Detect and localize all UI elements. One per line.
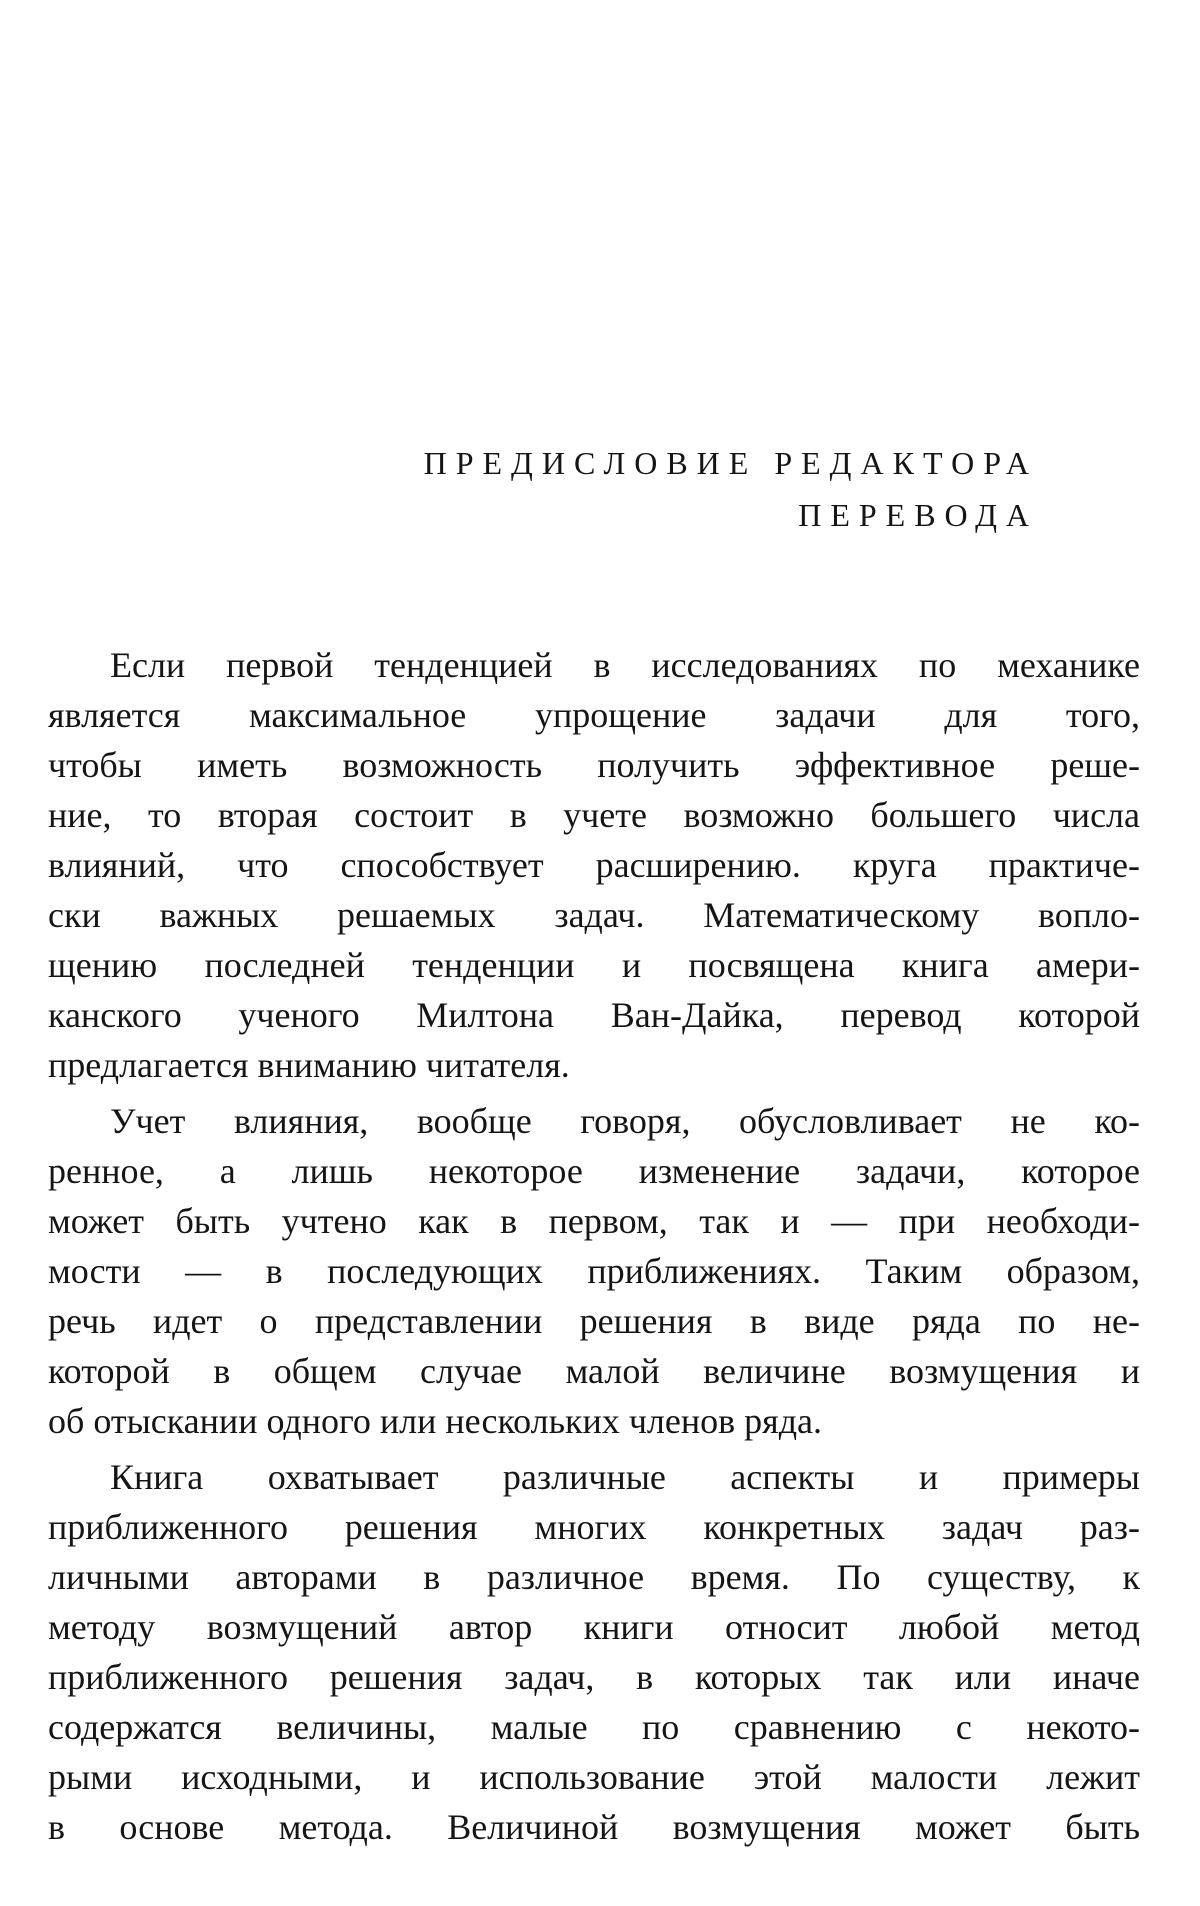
body-text xyxy=(48,640,1140,1852)
paragraph-1-line: предлагается вниманию читателя. xyxy=(48,1045,570,1085)
paragraph-3-line: рыми исходными, и использование этой малости лежит xyxy=(48,1757,1140,1797)
title-line-1: ПРЕДИСЛОВИЕ РЕДАКТОРА xyxy=(423,445,1038,481)
paragraph-2-line: может быть учтено как в первом, так и — при необходи- xyxy=(48,1201,1140,1241)
paragraph-2-line: ренное, а лишь некоторое изменение задачи, которое xyxy=(48,1151,1140,1191)
paragraph-3-line: Книга охватывает различные аспекты и примеры xyxy=(110,1457,1140,1497)
paragraph-3-line: методу возмущений автор книги относит любой метод xyxy=(48,1607,1140,1647)
paragraph-3-line: личными авторами в различное время. По существу, к xyxy=(48,1557,1140,1597)
paragraph-2-line: мости — в последующих приближениях. Таким образом, xyxy=(48,1251,1140,1291)
paragraph-2-line: об отыскании одного или нескольких членов ряда. xyxy=(48,1401,822,1441)
paragraph-1-line: является максимальное упрощение задачи для того, xyxy=(48,695,1140,735)
title-line-2: ПЕРЕВОДА xyxy=(798,497,1038,533)
page-title xyxy=(424,437,1038,541)
paragraph-1-line: ние, то вторая состоит в учете возможно большего числа xyxy=(48,795,1140,835)
paragraph-2-line: которой в общем случае малой величине возмущения и xyxy=(48,1351,1140,1391)
paragraph-1-line: ски важных решаемых задач. Математическому вопло- xyxy=(48,895,1140,935)
paragraph-1-line: влияний, что способствует расширению. круга практиче- xyxy=(48,845,1140,885)
paragraph-3-line: в основе метода. Величиной возмущения может быть xyxy=(48,1807,1140,1847)
paragraph-1-line: щению последней тенденции и посвящена книга амери- xyxy=(48,945,1140,985)
paragraph-2-line: речь идет о представлении решения в виде ряда по не- xyxy=(48,1301,1140,1341)
paragraph-1-line: Если первой тенденцией в исследованиях по механике xyxy=(110,645,1140,685)
paragraph-2-line: Учет влияния, вообще говоря, обусловливает не ко- xyxy=(110,1101,1140,1141)
paragraph-3-line: приближенного решения многих конкретных задач раз- xyxy=(48,1507,1140,1547)
paragraph-3-line: содержатся величины, малые по сравнению с некото- xyxy=(48,1707,1140,1747)
paragraph-3-line: приближенного решения задач, в которых так или иначе xyxy=(48,1657,1140,1697)
paragraph-1-line: чтобы иметь возможность получить эффективное реше- xyxy=(48,745,1140,785)
paragraph-1-line: канского ученого Милтона Ван-Дайка, перевод которой xyxy=(48,995,1140,1035)
